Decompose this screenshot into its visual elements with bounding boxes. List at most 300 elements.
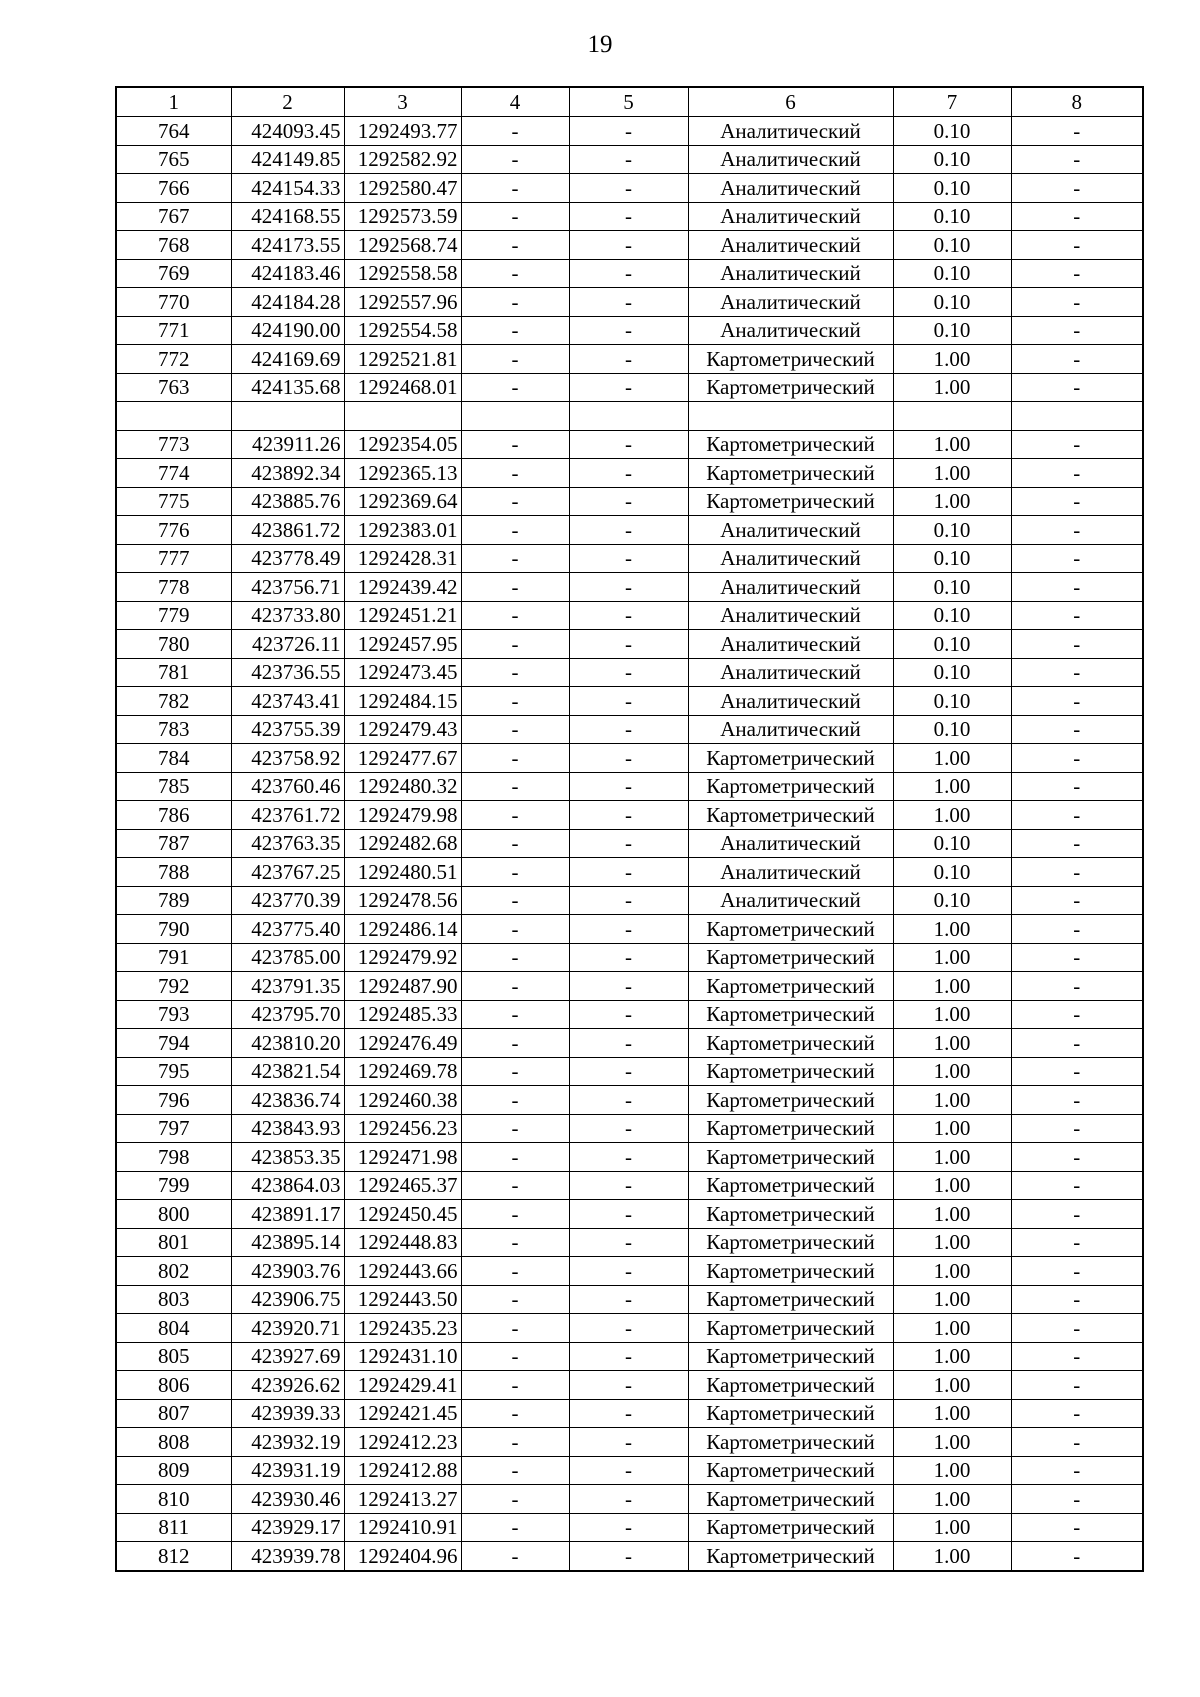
table-cell: - bbox=[569, 915, 688, 944]
table-cell: - bbox=[1011, 1513, 1143, 1542]
table-cell: 423726.11 bbox=[231, 630, 344, 659]
table-cell: 424154.33 bbox=[231, 174, 344, 203]
coordinates-table bbox=[115, 86, 1144, 1572]
table-cell: - bbox=[461, 1171, 569, 1200]
table-cell: - bbox=[569, 829, 688, 858]
table-cell: - bbox=[461, 202, 569, 231]
table-cell: - bbox=[461, 1485, 569, 1514]
table-cell: 769 bbox=[116, 259, 231, 288]
table-cell: 802 bbox=[116, 1257, 231, 1286]
table-cell: 0.10 bbox=[893, 601, 1011, 630]
table-cell: 423756.71 bbox=[231, 573, 344, 602]
table-cell: 781 bbox=[116, 658, 231, 687]
table-cell: 1292521.81 bbox=[344, 345, 461, 374]
table-row bbox=[116, 1285, 1143, 1314]
table-cell: Аналитический bbox=[688, 117, 893, 146]
table-row bbox=[116, 1371, 1143, 1400]
table-cell: 1292554.58 bbox=[344, 316, 461, 345]
table-cell: - bbox=[569, 630, 688, 659]
table-cell: - bbox=[461, 373, 569, 402]
table-cell: Картометрический bbox=[688, 744, 893, 773]
table-cell: 770 bbox=[116, 288, 231, 317]
table-cell: - bbox=[1011, 1143, 1143, 1172]
table-cell: 423795.70 bbox=[231, 1000, 344, 1029]
table-cell: - bbox=[461, 573, 569, 602]
table-cell: 1.00 bbox=[893, 1456, 1011, 1485]
table-cell: - bbox=[1011, 459, 1143, 488]
table-cell: 809 bbox=[116, 1456, 231, 1485]
table-cell: - bbox=[1011, 487, 1143, 516]
table-row bbox=[116, 430, 1143, 459]
table-cell bbox=[1011, 402, 1143, 431]
table-cell: 424190.00 bbox=[231, 316, 344, 345]
table-cell: 792 bbox=[116, 972, 231, 1001]
table-cell: 423861.72 bbox=[231, 516, 344, 545]
table-cell: 1292487.90 bbox=[344, 972, 461, 1001]
table-cell: 1292479.98 bbox=[344, 801, 461, 830]
table-cell: - bbox=[569, 487, 688, 516]
table-cell: 1292471.98 bbox=[344, 1143, 461, 1172]
table-cell: 1292369.64 bbox=[344, 487, 461, 516]
table-cell: - bbox=[1011, 202, 1143, 231]
table-cell: Аналитический bbox=[688, 658, 893, 687]
table-cell: - bbox=[461, 1114, 569, 1143]
column-header: 2 bbox=[231, 87, 344, 117]
table-cell: 424173.55 bbox=[231, 231, 344, 260]
table-cell: - bbox=[461, 1428, 569, 1457]
table-cell: - bbox=[1011, 430, 1143, 459]
table-cell: 423885.76 bbox=[231, 487, 344, 516]
table-cell: - bbox=[461, 544, 569, 573]
table-cell: - bbox=[1011, 1114, 1143, 1143]
table-cell: - bbox=[569, 1314, 688, 1343]
table-row bbox=[116, 1029, 1143, 1058]
table-cell: 811 bbox=[116, 1513, 231, 1542]
table-cell: Аналитический bbox=[688, 715, 893, 744]
table-cell: 1292410.91 bbox=[344, 1513, 461, 1542]
table-cell: - bbox=[569, 1029, 688, 1058]
table-cell bbox=[569, 402, 688, 431]
table-cell: 793 bbox=[116, 1000, 231, 1029]
page-number: 19 bbox=[587, 31, 613, 58]
table-cell: - bbox=[1011, 1228, 1143, 1257]
table-cell: Картометрический bbox=[688, 487, 893, 516]
table-cell: - bbox=[569, 231, 688, 260]
table-row bbox=[116, 573, 1143, 602]
table-cell: - bbox=[461, 1342, 569, 1371]
table-cell: 1292450.45 bbox=[344, 1200, 461, 1229]
table-cell: 1.00 bbox=[893, 1114, 1011, 1143]
table-row bbox=[116, 715, 1143, 744]
table-cell: - bbox=[569, 1342, 688, 1371]
table-cell: Аналитический bbox=[688, 687, 893, 716]
table-cell: - bbox=[461, 487, 569, 516]
table-cell: 423906.75 bbox=[231, 1285, 344, 1314]
table-row bbox=[116, 1257, 1143, 1286]
table-cell: 0.10 bbox=[893, 145, 1011, 174]
table-cell: Аналитический bbox=[688, 174, 893, 203]
table-row bbox=[116, 858, 1143, 887]
table-cell: 423791.35 bbox=[231, 972, 344, 1001]
table-row bbox=[116, 630, 1143, 659]
table-cell: 1292484.15 bbox=[344, 687, 461, 716]
table-cell: - bbox=[569, 1086, 688, 1115]
table-row bbox=[116, 174, 1143, 203]
table-cell: 1.00 bbox=[893, 1285, 1011, 1314]
table-cell: - bbox=[1011, 972, 1143, 1001]
table-cell: - bbox=[1011, 373, 1143, 402]
table-cell: 789 bbox=[116, 886, 231, 915]
table-row bbox=[116, 1456, 1143, 1485]
table-cell: - bbox=[569, 288, 688, 317]
table-body bbox=[116, 117, 1143, 1571]
table-cell: 1.00 bbox=[893, 1143, 1011, 1172]
table-cell: - bbox=[461, 1285, 569, 1314]
table-cell: 423778.49 bbox=[231, 544, 344, 573]
table-cell: 1292480.51 bbox=[344, 858, 461, 887]
table-cell: Картометрический bbox=[688, 943, 893, 972]
table-cell: 777 bbox=[116, 544, 231, 573]
table-cell: 1292485.33 bbox=[344, 1000, 461, 1029]
table-cell: - bbox=[1011, 601, 1143, 630]
table-cell: 0.10 bbox=[893, 858, 1011, 887]
table-cell: - bbox=[569, 858, 688, 887]
table-cell: - bbox=[1011, 259, 1143, 288]
table-row bbox=[116, 145, 1143, 174]
table-cell: 423931.19 bbox=[231, 1456, 344, 1485]
table-cell: Картометрический bbox=[688, 772, 893, 801]
table-cell: 774 bbox=[116, 459, 231, 488]
table-cell: - bbox=[461, 1029, 569, 1058]
table-cell: - bbox=[461, 801, 569, 830]
table-cell: - bbox=[569, 744, 688, 773]
table-cell: - bbox=[569, 972, 688, 1001]
table-row bbox=[116, 1086, 1143, 1115]
table-row bbox=[116, 972, 1143, 1001]
table-cell: 1292493.77 bbox=[344, 117, 461, 146]
table-cell: 0.10 bbox=[893, 259, 1011, 288]
table-cell: - bbox=[461, 658, 569, 687]
table-cell: 812 bbox=[116, 1542, 231, 1571]
table-cell: 1292354.05 bbox=[344, 430, 461, 459]
table-cell: - bbox=[569, 943, 688, 972]
table-cell: 423761.72 bbox=[231, 801, 344, 830]
table-cell: 1292573.59 bbox=[344, 202, 461, 231]
table-cell: - bbox=[1011, 288, 1143, 317]
table-cell: 773 bbox=[116, 430, 231, 459]
table-cell: 1292468.01 bbox=[344, 373, 461, 402]
table-cell: 423864.03 bbox=[231, 1171, 344, 1200]
table-cell: 1292451.21 bbox=[344, 601, 461, 630]
table-row bbox=[116, 487, 1143, 516]
table-cell: - bbox=[569, 202, 688, 231]
table-cell: - bbox=[569, 459, 688, 488]
table-cell: 1292486.14 bbox=[344, 915, 461, 944]
table-cell: 790 bbox=[116, 915, 231, 944]
table-cell: - bbox=[461, 715, 569, 744]
table-cell: - bbox=[1011, 772, 1143, 801]
table-cell: 772 bbox=[116, 345, 231, 374]
table-row bbox=[116, 316, 1143, 345]
table-cell: - bbox=[461, 1314, 569, 1343]
table-cell: Аналитический bbox=[688, 858, 893, 887]
table-cell: 763 bbox=[116, 373, 231, 402]
table-cell: - bbox=[1011, 858, 1143, 887]
table-cell: 1.00 bbox=[893, 345, 1011, 374]
table-cell: 423939.78 bbox=[231, 1542, 344, 1571]
table-cell: 1.00 bbox=[893, 744, 1011, 773]
table-cell: 0.10 bbox=[893, 174, 1011, 203]
table-row bbox=[116, 744, 1143, 773]
table-cell: - bbox=[1011, 1456, 1143, 1485]
table-cell: 798 bbox=[116, 1143, 231, 1172]
table-cell: - bbox=[1011, 1399, 1143, 1428]
table-cell: - bbox=[1011, 573, 1143, 602]
table-cell: - bbox=[461, 744, 569, 773]
table-cell: Картометрический bbox=[688, 915, 893, 944]
table-cell bbox=[344, 402, 461, 431]
table-cell: Картометрический bbox=[688, 1428, 893, 1457]
table-cell: 1292465.37 bbox=[344, 1171, 461, 1200]
table-cell: Картометрический bbox=[688, 1456, 893, 1485]
table-cell: - bbox=[1011, 316, 1143, 345]
table-row bbox=[116, 1428, 1143, 1457]
table-cell: 1.00 bbox=[893, 1057, 1011, 1086]
table-cell: 0.10 bbox=[893, 202, 1011, 231]
table-cell: 1.00 bbox=[893, 1228, 1011, 1257]
table-cell: Картометрический bbox=[688, 1257, 893, 1286]
table-cell: - bbox=[461, 145, 569, 174]
table-cell: 785 bbox=[116, 772, 231, 801]
table-cell: 423755.39 bbox=[231, 715, 344, 744]
table-cell: - bbox=[569, 801, 688, 830]
table-cell: 423836.74 bbox=[231, 1086, 344, 1115]
table-cell: 803 bbox=[116, 1285, 231, 1314]
table-cell: - bbox=[569, 715, 688, 744]
table-cell: 423810.20 bbox=[231, 1029, 344, 1058]
table-cell: 795 bbox=[116, 1057, 231, 1086]
table-cell: - bbox=[569, 1000, 688, 1029]
table-cell: 779 bbox=[116, 601, 231, 630]
table-cell: Картометрический bbox=[688, 1342, 893, 1371]
table-cell: 423932.19 bbox=[231, 1428, 344, 1457]
table-cell: 424168.55 bbox=[231, 202, 344, 231]
table-row bbox=[116, 1542, 1143, 1571]
table-row bbox=[116, 1000, 1143, 1029]
table-cell: 808 bbox=[116, 1428, 231, 1457]
table-cell: 1.00 bbox=[893, 943, 1011, 972]
table-cell: 1292482.68 bbox=[344, 829, 461, 858]
table-cell: 1292476.49 bbox=[344, 1029, 461, 1058]
table-cell: 0.10 bbox=[893, 630, 1011, 659]
table-cell: 1292457.95 bbox=[344, 630, 461, 659]
table-cell: Картометрический bbox=[688, 972, 893, 1001]
table-cell: 1292431.10 bbox=[344, 1342, 461, 1371]
table-cell: 424169.69 bbox=[231, 345, 344, 374]
table-cell: - bbox=[461, 1057, 569, 1086]
table-cell: 1292443.50 bbox=[344, 1285, 461, 1314]
table-cell: - bbox=[1011, 1057, 1143, 1086]
table-cell: Картометрический bbox=[688, 1143, 893, 1172]
table-cell: - bbox=[569, 1428, 688, 1457]
table-row bbox=[116, 943, 1143, 972]
table-cell: 765 bbox=[116, 145, 231, 174]
table-cell: 1.00 bbox=[893, 1314, 1011, 1343]
table-row bbox=[116, 886, 1143, 915]
table-cell: 1.00 bbox=[893, 430, 1011, 459]
table-cell: - bbox=[1011, 886, 1143, 915]
table-cell: 423853.35 bbox=[231, 1143, 344, 1172]
table-row bbox=[116, 231, 1143, 260]
table-cell: 423843.93 bbox=[231, 1114, 344, 1143]
table-cell: 810 bbox=[116, 1485, 231, 1514]
table-cell: 423891.17 bbox=[231, 1200, 344, 1229]
table-cell: 1292568.74 bbox=[344, 231, 461, 260]
table-cell: - bbox=[1011, 345, 1143, 374]
table-cell: 1.00 bbox=[893, 1485, 1011, 1514]
table-cell: 1.00 bbox=[893, 1257, 1011, 1286]
table-cell: - bbox=[461, 1456, 569, 1485]
table-cell: - bbox=[569, 601, 688, 630]
table-cell: 1292439.42 bbox=[344, 573, 461, 602]
table-cell: - bbox=[1011, 1542, 1143, 1571]
table-cell: - bbox=[1011, 943, 1143, 972]
table-cell: - bbox=[461, 174, 569, 203]
table-cell: 1.00 bbox=[893, 1399, 1011, 1428]
table-cell: 1292421.45 bbox=[344, 1399, 461, 1428]
table-cell: Аналитический bbox=[688, 145, 893, 174]
column-header: 5 bbox=[569, 87, 688, 117]
table-cell: Картометрический bbox=[688, 1057, 893, 1086]
table-cell: Картометрический bbox=[688, 1285, 893, 1314]
table-cell bbox=[116, 402, 231, 431]
table-row bbox=[116, 1399, 1143, 1428]
table-cell: 424183.46 bbox=[231, 259, 344, 288]
table-cell: - bbox=[1011, 1200, 1143, 1229]
table-cell: 1.00 bbox=[893, 1029, 1011, 1058]
column-header: 1 bbox=[116, 87, 231, 117]
table-cell: - bbox=[1011, 915, 1143, 944]
table-cell: 1292478.56 bbox=[344, 886, 461, 915]
table-cell: - bbox=[569, 516, 688, 545]
table-cell: 0.10 bbox=[893, 658, 1011, 687]
table-cell: 0.10 bbox=[893, 288, 1011, 317]
table-cell bbox=[461, 402, 569, 431]
table-cell: - bbox=[461, 231, 569, 260]
table-cell: - bbox=[569, 1257, 688, 1286]
table-cell: 1292456.23 bbox=[344, 1114, 461, 1143]
table-cell: 1292582.92 bbox=[344, 145, 461, 174]
table-cell: 796 bbox=[116, 1086, 231, 1115]
table-cell: 801 bbox=[116, 1228, 231, 1257]
table-cell: 800 bbox=[116, 1200, 231, 1229]
table-cell: Аналитический bbox=[688, 829, 893, 858]
table-row bbox=[116, 829, 1143, 858]
table-cell: 423920.71 bbox=[231, 1314, 344, 1343]
table-cell: 1.00 bbox=[893, 1086, 1011, 1115]
table-cell: - bbox=[1011, 1428, 1143, 1457]
table-cell: 1292558.58 bbox=[344, 259, 461, 288]
table-cell: 1.00 bbox=[893, 801, 1011, 830]
table-cell: 1292479.92 bbox=[344, 943, 461, 972]
table-cell: 1.00 bbox=[893, 1371, 1011, 1400]
table-cell: - bbox=[569, 174, 688, 203]
table-cell: - bbox=[461, 687, 569, 716]
table-cell: 423733.80 bbox=[231, 601, 344, 630]
table-cell: - bbox=[569, 1513, 688, 1542]
table-cell: - bbox=[1011, 829, 1143, 858]
table-cell: - bbox=[569, 373, 688, 402]
table-cell: - bbox=[461, 316, 569, 345]
table-cell: - bbox=[569, 1143, 688, 1172]
table-cell: - bbox=[569, 1057, 688, 1086]
table-cell: Аналитический bbox=[688, 231, 893, 260]
column-header: 8 bbox=[1011, 87, 1143, 117]
table-cell: 806 bbox=[116, 1371, 231, 1400]
table-cell: 787 bbox=[116, 829, 231, 858]
table-cell: 0.10 bbox=[893, 316, 1011, 345]
table-cell: 797 bbox=[116, 1114, 231, 1143]
table-cell: 0.10 bbox=[893, 573, 1011, 602]
table-cell: 424184.28 bbox=[231, 288, 344, 317]
table-cell: 0.10 bbox=[893, 516, 1011, 545]
table-cell: 423743.41 bbox=[231, 687, 344, 716]
table-row bbox=[116, 117, 1143, 146]
table-row bbox=[116, 1200, 1143, 1229]
table-cell: 1.00 bbox=[893, 1428, 1011, 1457]
table-row bbox=[116, 1342, 1143, 1371]
table-cell: 1292383.01 bbox=[344, 516, 461, 545]
table-cell: 1292557.96 bbox=[344, 288, 461, 317]
table-row bbox=[116, 544, 1143, 573]
table-row bbox=[116, 1171, 1143, 1200]
table-cell: - bbox=[461, 1542, 569, 1571]
table-cell: 424093.45 bbox=[231, 117, 344, 146]
table-cell: 424149.85 bbox=[231, 145, 344, 174]
table-row bbox=[116, 459, 1143, 488]
table-row bbox=[116, 202, 1143, 231]
table-cell: - bbox=[569, 573, 688, 602]
table-cell: 776 bbox=[116, 516, 231, 545]
table-row bbox=[116, 1143, 1143, 1172]
table-cell: Аналитический bbox=[688, 886, 893, 915]
table-cell: - bbox=[569, 772, 688, 801]
table-cell bbox=[688, 402, 893, 431]
table-cell: Аналитический bbox=[688, 544, 893, 573]
table-cell: 1.00 bbox=[893, 459, 1011, 488]
table-cell: 804 bbox=[116, 1314, 231, 1343]
table-cell: 1292477.67 bbox=[344, 744, 461, 773]
table-cell: - bbox=[569, 1456, 688, 1485]
table-cell: - bbox=[1011, 1171, 1143, 1200]
table-cell bbox=[231, 402, 344, 431]
table-cell: 1292428.31 bbox=[344, 544, 461, 573]
table-cell: 1292480.32 bbox=[344, 772, 461, 801]
table-cell: Картометрический bbox=[688, 1000, 893, 1029]
table-cell: - bbox=[569, 345, 688, 374]
table-cell: Аналитический bbox=[688, 601, 893, 630]
table-cell: Аналитический bbox=[688, 516, 893, 545]
table-row bbox=[116, 288, 1143, 317]
table-row bbox=[116, 516, 1143, 545]
table-row bbox=[116, 601, 1143, 630]
table-cell: 1.00 bbox=[893, 1171, 1011, 1200]
table-cell: - bbox=[461, 1371, 569, 1400]
table-cell: - bbox=[1011, 117, 1143, 146]
table-cell: 788 bbox=[116, 858, 231, 887]
table-cell: 1.00 bbox=[893, 1342, 1011, 1371]
table-cell: Картометрический bbox=[688, 1200, 893, 1229]
